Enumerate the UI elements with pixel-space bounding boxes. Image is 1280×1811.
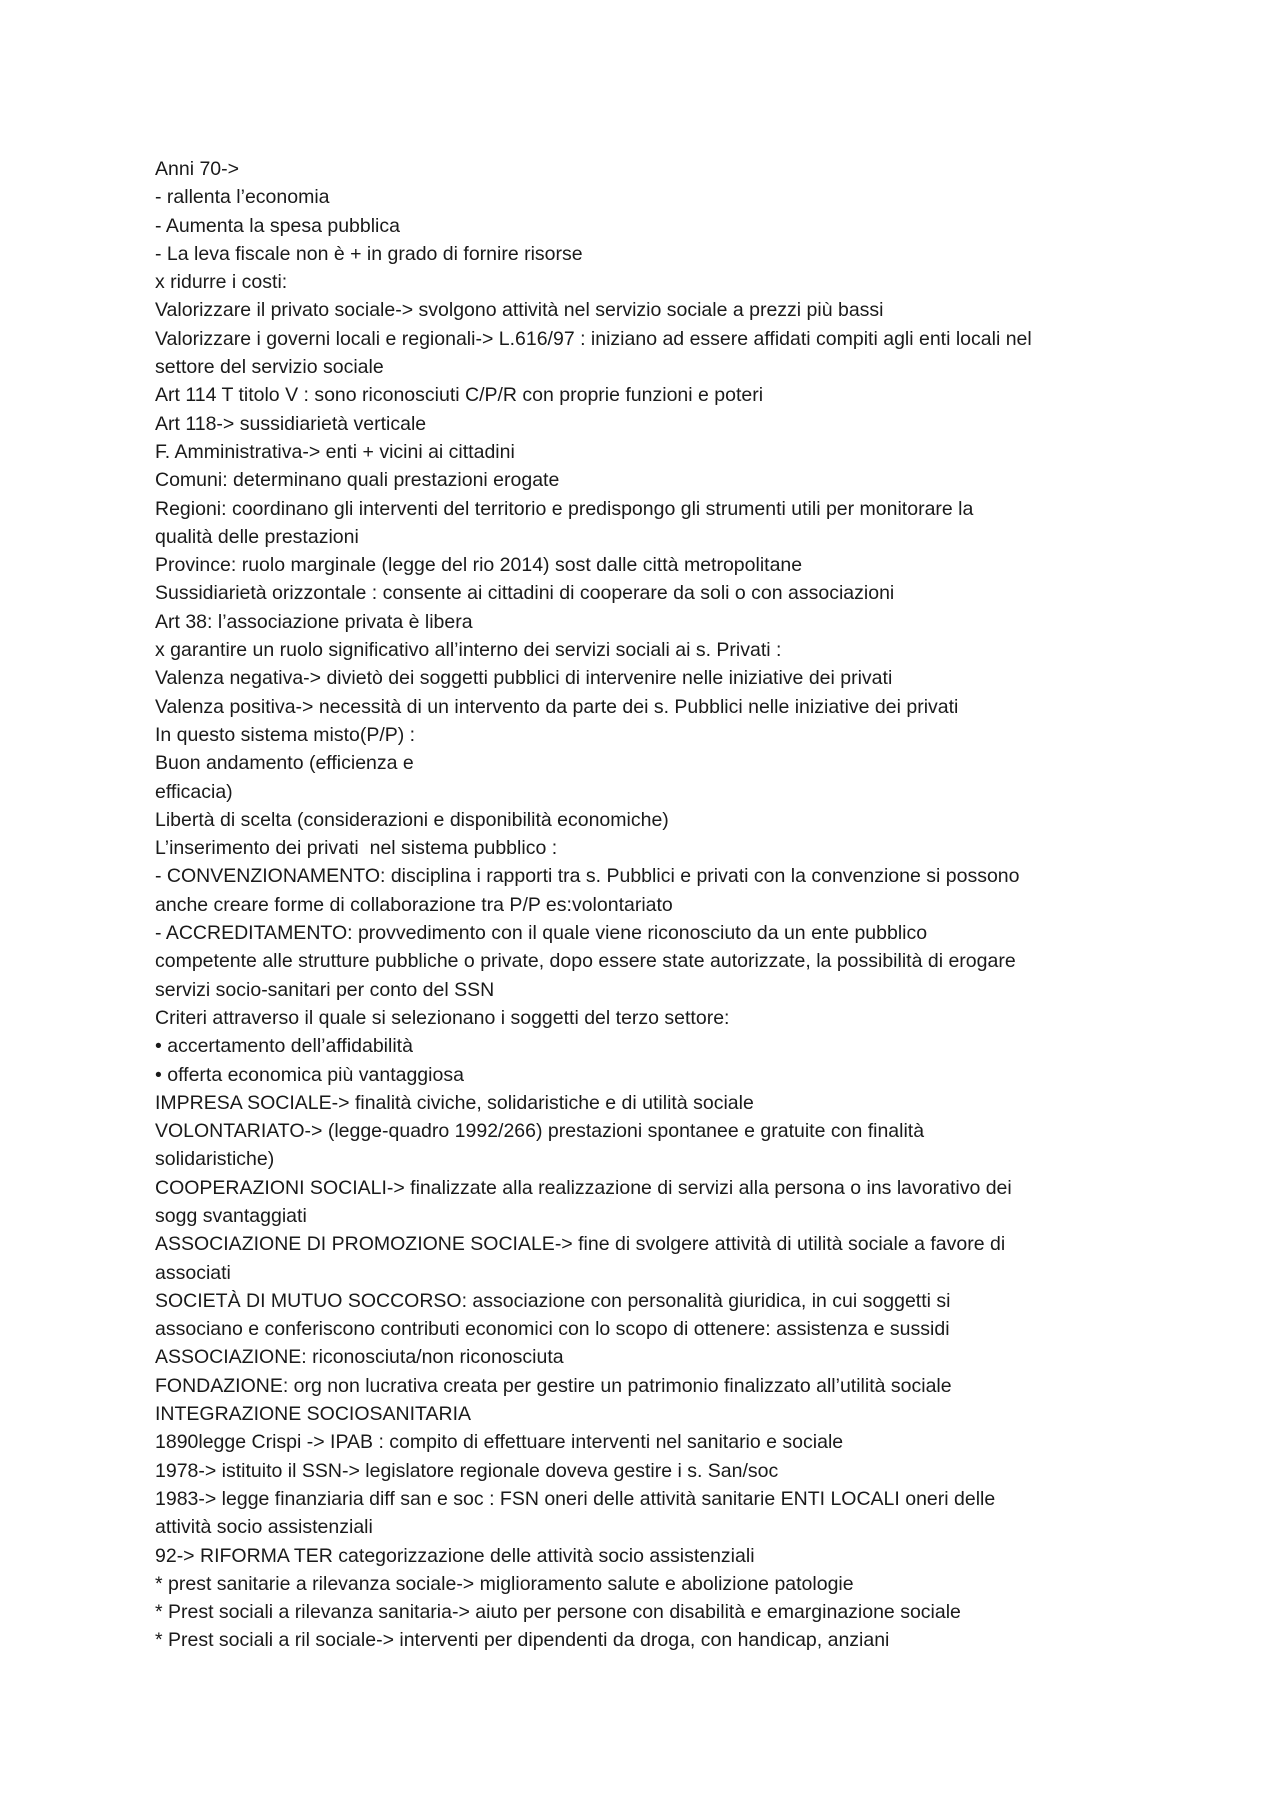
text-line: Libertà di scelta (considerazioni e disponibilità economiche): [155, 808, 669, 831]
text-line: Valorizzare il privato sociale-> svolgono attività nel servizio sociale a prezzi più bassi: [155, 299, 884, 322]
text-line: Comuni: determinano quali prestazioni erogate: [155, 469, 560, 492]
text-line: attività socio assistenziali: [155, 1516, 373, 1539]
text-line: 1983-> legge finanziaria diff san e soc : FSN oneri delle attività sanitarie ENTI LOCALI oneri delle: [155, 1487, 996, 1510]
text-line: x garantire un ruolo significativo all’interno dei servizi sociali ai s. Privati :: [155, 639, 782, 662]
text-line: - CONVENZIONAMENTO: disciplina i rapporti tra s. Pubblici e privati con la convenzione si possono: [155, 865, 1020, 888]
text-line: F. Amministrativa-> enti + vicini ai cittadini: [155, 440, 515, 463]
text-line: Sussidiarietà orizzontale : consente ai cittadini di cooperare da soli o con associazioni: [155, 582, 895, 605]
text-line: Anni 70->: [155, 158, 240, 180]
text-line: In questo sistema misto(P/P) :: [155, 723, 416, 746]
text-line: qualità delle prestazioni: [155, 525, 359, 548]
text-line: anche creare forme di collaborazione tra P/P es:volontariato: [155, 893, 673, 916]
text-line: - Aumenta la spesa pubblica: [155, 214, 400, 237]
text-line: efficacia): [155, 780, 233, 803]
text-line: Buon andamento (efficienza e: [155, 752, 414, 775]
text-line: 92-> RIFORMA TER categorizzazione delle attività socio assistenziali: [155, 1544, 755, 1567]
text-line: IMPRESA SOCIALE-> finalità civiche, solidaristiche e di utilità sociale: [155, 1091, 754, 1114]
text-line: x ridurre i costi:: [155, 271, 288, 294]
text-line: Criteri attraverso il quale si selezionano i soggetti del terzo settore:: [155, 1006, 730, 1029]
text-line: ASSOCIAZIONE: riconosciuta/non riconosciuta: [155, 1346, 564, 1369]
text-line: Valorizzare i governi locali e regionali-> L.616/97 : iniziano ad essere affidati compiti agli enti locali nel: [155, 327, 1032, 350]
text-line: Art 114 T titolo V : sono riconosciuti C/P/R con proprie funzioni e poteri: [155, 384, 764, 407]
text-line: settore del servizio sociale: [155, 356, 384, 379]
text-line: FONDAZIONE: org non lucrativa creata per gestire un patrimonio finalizzato all’utilità sociale: [155, 1374, 952, 1397]
text-line: Valenza positiva-> necessità di un intervento da parte dei s. Pubblici nelle iniziative dei privati: [155, 695, 959, 718]
text-line: associano e conferiscono contributi economici con lo scopo di ottenere: assistenza e sussidi: [155, 1318, 950, 1341]
text-line: • offerta economica più vantaggiosa: [155, 1063, 464, 1086]
text-line: ASSOCIAZIONE DI PROMOZIONE SOCIALE-> fine di svolgere attività di utilità sociale a favore di: [155, 1233, 1006, 1256]
text-line: 1890legge Crispi -> IPAB : compito di effettuare interventi nel sanitario e sociale: [155, 1431, 844, 1454]
document-body: [155, 155, 1155, 1655]
text-line: Province: ruolo marginale (legge del rio 2014) sost dalle città metropolitane: [155, 554, 803, 577]
text-line: * Prest sociali a ril sociale-> interventi per dipendenti da droga, con handicap, anziani: [155, 1629, 890, 1652]
text-line: servizi socio-sanitari per conto del SSN: [155, 978, 495, 1001]
text-line: * Prest sociali a rilevanza sanitaria-> aiuto per persone con disabilità e emarginazione sociale: [155, 1601, 961, 1624]
text-line: Art 38: l’associazione privata è libera: [155, 610, 473, 633]
text-line: L’inserimento dei privati nel sistema pubblico :: [155, 837, 558, 860]
text-line: * prest sanitarie a rilevanza sociale-> miglioramento salute e abolizione patologie: [155, 1572, 854, 1595]
text-line: Valenza negativa-> divietò dei soggetti pubblici di intervenire nelle iniziative dei privati: [155, 667, 893, 690]
text-line: - ACCREDITAMENTO: provvedimento con il quale viene riconosciuto da un ente pubblico: [155, 922, 928, 945]
text-line: SOCIETÀ DI MUTUO SOCCORSO: associazione con personalità giuridica, in cui soggetti si: [155, 1289, 951, 1312]
text-line: 1978-> istituito il SSN-> legislatore regionale doveva gestire i s. San/soc: [155, 1459, 779, 1482]
text-line: • accertamento dell’affidabilità: [155, 1035, 413, 1058]
text-line: sogg svantaggiati: [155, 1204, 307, 1227]
text-line: INTEGRAZIONE SOCIOSANITARIA: [155, 1403, 472, 1426]
text-line: solidaristiche): [155, 1148, 275, 1171]
text-line: Art 118-> sussidiarietà verticale: [155, 412, 427, 435]
text-line: VOLONTARIATO-> (legge-quadro 1992/266) prestazioni spontanee e gratuite con finalità: [155, 1120, 925, 1143]
text-line: - La leva fiscale non è + in grado di fornire risorse: [155, 242, 583, 265]
text-line: Regioni: coordinano gli interventi del territorio e predispongo gli strumenti utili per monitorare la: [155, 497, 974, 520]
text-line: associati: [155, 1261, 231, 1284]
text-line: competente alle strutture pubbliche o private, dopo essere state autorizzate, la possibilità di erogare: [155, 950, 1016, 973]
text-line: - rallenta l’economia: [155, 186, 330, 209]
text-line: COOPERAZIONI SOCIALI-> finalizzate alla realizzazione di servizi alla persona o ins lavorativo dei: [155, 1176, 1012, 1199]
